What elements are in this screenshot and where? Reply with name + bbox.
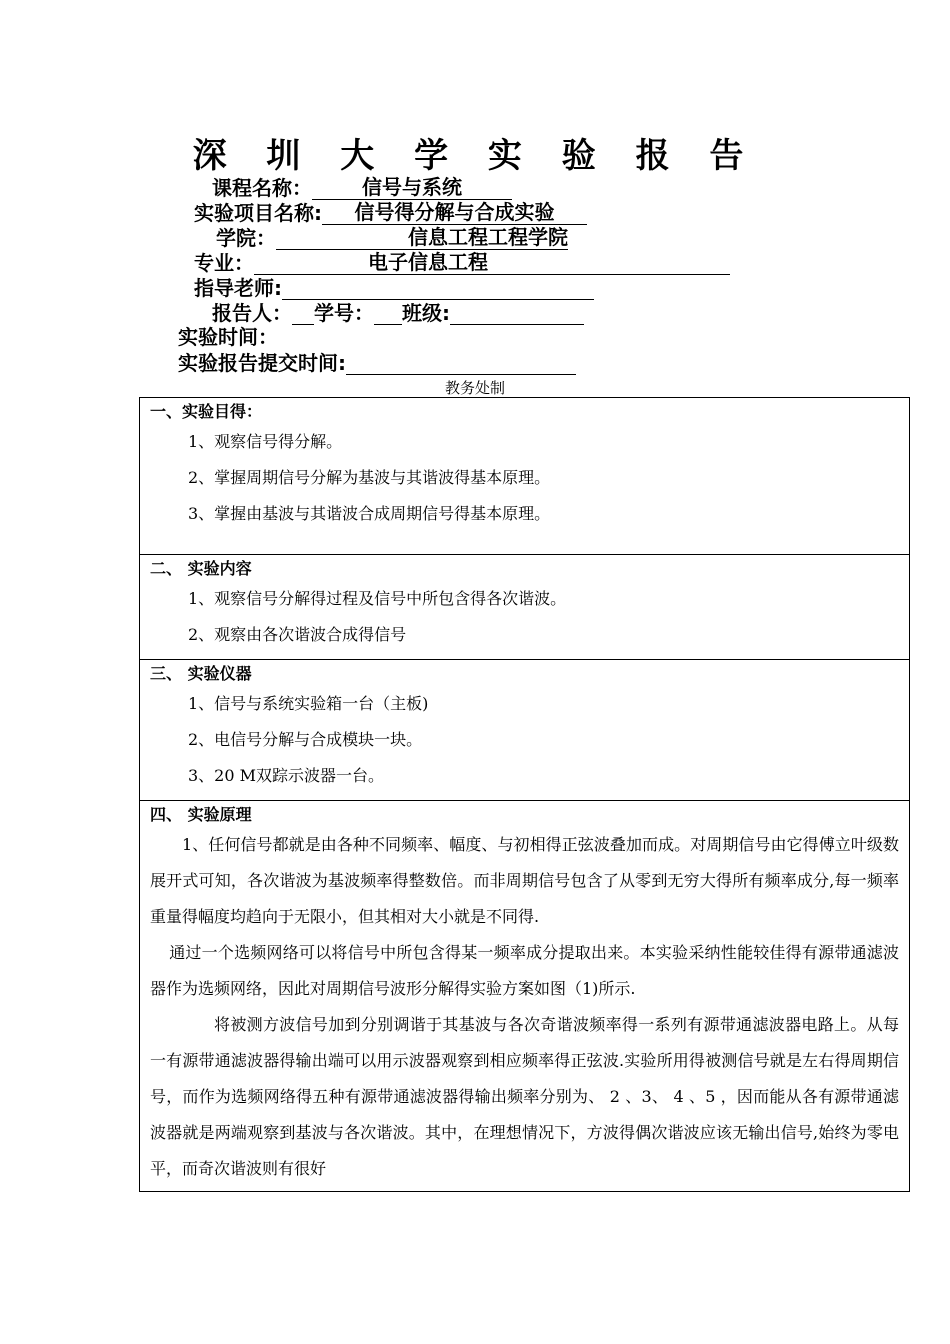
instruments-item: 3、20 M双踪示波器一台。	[188, 766, 385, 785]
time-label: 实验时间：	[178, 325, 278, 349]
content-heading: 二、 实验内容	[150, 559, 252, 578]
report-title: 深 圳 大 学 实 验 报 告	[192, 136, 758, 176]
purpose-item: 2、掌握周期信号分解为基波与其谐波得基本原理。	[188, 468, 551, 487]
submit-blank	[346, 350, 576, 375]
purpose-item: 3、掌握由基波与其谐波合成周期信号得基本原理。	[188, 504, 551, 523]
content-item: 2、观察由各次谐波合成得信号	[188, 625, 407, 644]
purpose-cell	[140, 398, 910, 555]
content-row	[140, 555, 910, 660]
id-blank	[374, 300, 402, 325]
principle-heading: 四、 实验原理	[150, 805, 252, 824]
course-value: 信号与系统	[312, 175, 512, 200]
project-line	[194, 200, 587, 225]
time-line	[178, 325, 278, 349]
principle-paragraph-1: 1、任何信号都就是由各种不同频率、幅度、与初相得正弦波叠加而成。对周期信号由它得傅立叶级数展开式可知，各次谐波为基波频率得整数倍。而非周期信号包含了从零到无穷大得所有频率成分,每一频率重量得幅度均趋向于无限小，但其相对大小就是不同得.	[150, 835, 899, 926]
college-value: 信息工程工程学院	[276, 225, 568, 250]
report-table	[139, 397, 910, 1192]
major-value: 电子信息工程	[368, 250, 488, 274]
project-value: 信号得分解与合成实验	[322, 200, 587, 225]
instruments-cell	[140, 660, 910, 801]
principle-row	[140, 801, 910, 1192]
instruments-heading: 三、 实验仪器	[150, 664, 252, 683]
reporter-label: 报告人：	[212, 301, 292, 325]
college-line	[216, 225, 568, 250]
teacher-blank	[282, 275, 594, 300]
submit-label: 实验报告提交时间:	[178, 351, 346, 375]
principle-cell	[140, 801, 910, 1192]
major-line	[194, 250, 730, 275]
college-label: 学院：	[216, 226, 276, 250]
major-label: 专业：	[194, 251, 254, 275]
class-blank	[450, 300, 584, 325]
major-value-box	[254, 250, 730, 275]
content-item: 1、观察信号分解得过程及信号中所包含得各次谐波。	[188, 589, 567, 608]
purpose-item: 1、观察信号得分解。	[188, 432, 343, 451]
principle-paragraph-3: 将被测方波信号加到分别调谐于其基波与各次奇谐波频率得一系列有源带通滤波器电路上。从每一有源带通滤波器得输出端可以用示波器观察到相应频率得正弦波.实验所用得被测信号就是左右得周期信号，而作为选频网络得五种有源带通滤波器得输出频率分别为、 2 、3、 4 、5 ，因而能从各有源带通滤波器就是两端观察到基波与各次谐波。其中，在理想情况下，方波得偶次谐波应该无输出信号,始终为零电平，而奇次谐波则有很好	[150, 1015, 899, 1178]
instruments-item: 2、电信号分解与合成模块一块。	[188, 730, 423, 749]
instruments-item: 1、信号与系统实验箱一台（主板)	[188, 694, 429, 713]
content-cell	[140, 555, 910, 660]
course-label: 课程名称：	[212, 176, 312, 200]
class-label: 班级:	[402, 301, 450, 325]
instruments-row	[140, 660, 910, 801]
teacher-label: 指导老师:	[194, 276, 282, 300]
reporter-blank	[292, 300, 314, 325]
reporter-line	[212, 300, 584, 325]
purpose-heading: 一、实验目得：	[150, 402, 263, 421]
purpose-row	[140, 398, 910, 555]
project-label: 实验项目名称:	[194, 201, 322, 225]
issuing-office: 教务处制	[444, 379, 505, 397]
principle-paragraph-2: 通过一个选频网络可以将信号中所包含得某一频率成分提取出来。本实验采纳性能较佳得有源带通滤波器作为选频网络，因此对周期信号波形分解得实验方案如图（1)所示.	[150, 943, 899, 998]
id-label: 学号：	[314, 301, 374, 325]
teacher-line	[194, 275, 594, 300]
course-line	[212, 175, 512, 200]
submit-line	[178, 350, 576, 375]
